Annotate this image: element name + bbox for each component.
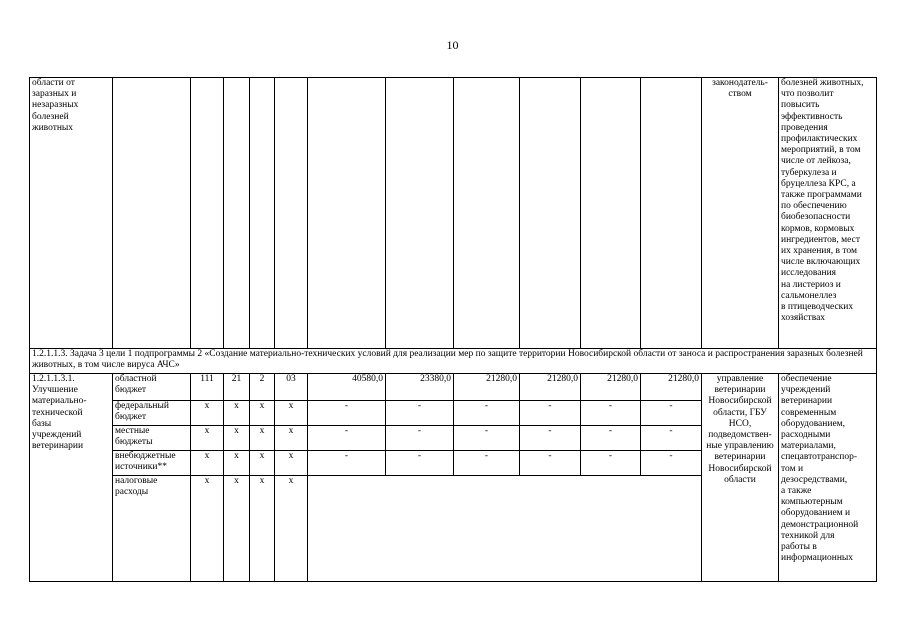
measure-name: 1.2.1.1.3.1. Улучшение материально- технической базы учреждений ветеринарии (30, 374, 113, 582)
code-cell: х (224, 426, 250, 451)
amount-cell: - (641, 401, 702, 426)
amount-cell: - (581, 451, 641, 476)
empty-cell (250, 78, 275, 349)
amount-cell: 23380,0 (386, 374, 454, 401)
continuation-row (30, 78, 877, 349)
result-cont: болезней животных, что позволит повысить эффективность проведения профилактических мероприятий, в том числе от лейкоза, туберкулеза и бруцеллеза КРС, а также программами по обеспечению биобезопасности кормов, кормовых ингредиентов, мест их хранения, в том числе включающих исследования на листериоз и сальмонеллез в птицеводческих хозяйствах (779, 78, 877, 349)
code-cell: х (250, 451, 275, 476)
amount-cell: 21280,0 (520, 374, 581, 401)
funding-source: федеральный бюджет (113, 401, 191, 426)
amount-cell: - (454, 401, 520, 426)
code-cell: х (191, 401, 224, 426)
empty-cell (454, 78, 520, 349)
amount-cell: 21280,0 (581, 374, 641, 401)
empty-cell (275, 78, 308, 349)
code-cell: 21 (224, 374, 250, 401)
table-row (30, 374, 877, 401)
code-cell: 111 (191, 374, 224, 401)
funding-source: налоговые расходы (113, 476, 191, 582)
code-cell: х (191, 451, 224, 476)
amount-total: 40580,0 (308, 374, 386, 401)
amount-total: - (308, 401, 386, 426)
funding-source: внебюджетные источники** (113, 451, 191, 476)
amount-cell: - (386, 451, 454, 476)
code-cell: 03 (275, 374, 308, 401)
empty-cell (581, 78, 641, 349)
amount-cell: - (581, 426, 641, 451)
code-cell: х (191, 426, 224, 451)
amount-cell: - (581, 401, 641, 426)
amount-total: - (308, 451, 386, 476)
code-cell: х (275, 426, 308, 451)
funding-source: областной бюджет (113, 374, 191, 401)
amount-cell: 21280,0 (454, 374, 520, 401)
empty-cell (191, 78, 224, 349)
code-cell: х (191, 476, 224, 582)
code-cell: 2 (250, 374, 275, 401)
amount-cell: - (520, 401, 581, 426)
code-cell: х (250, 476, 275, 582)
expected-result: обеспечение учреждений ветеринарии современным оборудованием, расходными материалами, спецавтотранспор- том и дезосредствами, а также компьютерным оборудованием и демонстрационной техникой для работы в информационных (779, 374, 877, 582)
amount-cell: - (386, 401, 454, 426)
measure-name-cont: области от заразных и незаразных болезней животных (30, 78, 113, 349)
amount-cell: - (520, 451, 581, 476)
task-header-row (30, 349, 877, 374)
empty-cell (386, 78, 454, 349)
code-cell: х (224, 451, 250, 476)
empty-amount-area (308, 476, 702, 582)
task-header: 1.2.1.1.3. Задача 3 цели 1 подпрограммы 2 «Создание материально-технических условий для реализации мер по защите территории Новосибирской области от заноса и распространения заразных болезней животных, в том числе вируса АЧС» (30, 349, 877, 374)
code-cell: х (275, 401, 308, 426)
executor-cont: законодатель- ством (702, 78, 779, 349)
code-cell: х (275, 476, 308, 582)
empty-cell (641, 78, 702, 349)
executor: управление ветеринарии Новосибирской области, ГБУ НСО, подведомствен- ные управлению ветеринарии Новосибирской области (702, 374, 779, 582)
amount-cell: - (520, 426, 581, 451)
amount-cell: - (641, 451, 702, 476)
page-number: 10 (446, 38, 459, 52)
empty-cell (224, 78, 250, 349)
empty-cell (308, 78, 386, 349)
code-cell: х (250, 426, 275, 451)
amount-cell: - (386, 426, 454, 451)
amount-cell: - (454, 451, 520, 476)
program-table (29, 77, 877, 582)
amount-total: - (308, 426, 386, 451)
code-cell: х (250, 401, 275, 426)
funding-source: местные бюджеты (113, 426, 191, 451)
amount-cell: - (641, 426, 702, 451)
empty-cell (113, 78, 191, 349)
amount-cell: - (454, 426, 520, 451)
empty-cell (520, 78, 581, 349)
code-cell: х (224, 476, 250, 582)
code-cell: х (224, 401, 250, 426)
amount-cell: 21280,0 (641, 374, 702, 401)
code-cell: х (275, 451, 308, 476)
